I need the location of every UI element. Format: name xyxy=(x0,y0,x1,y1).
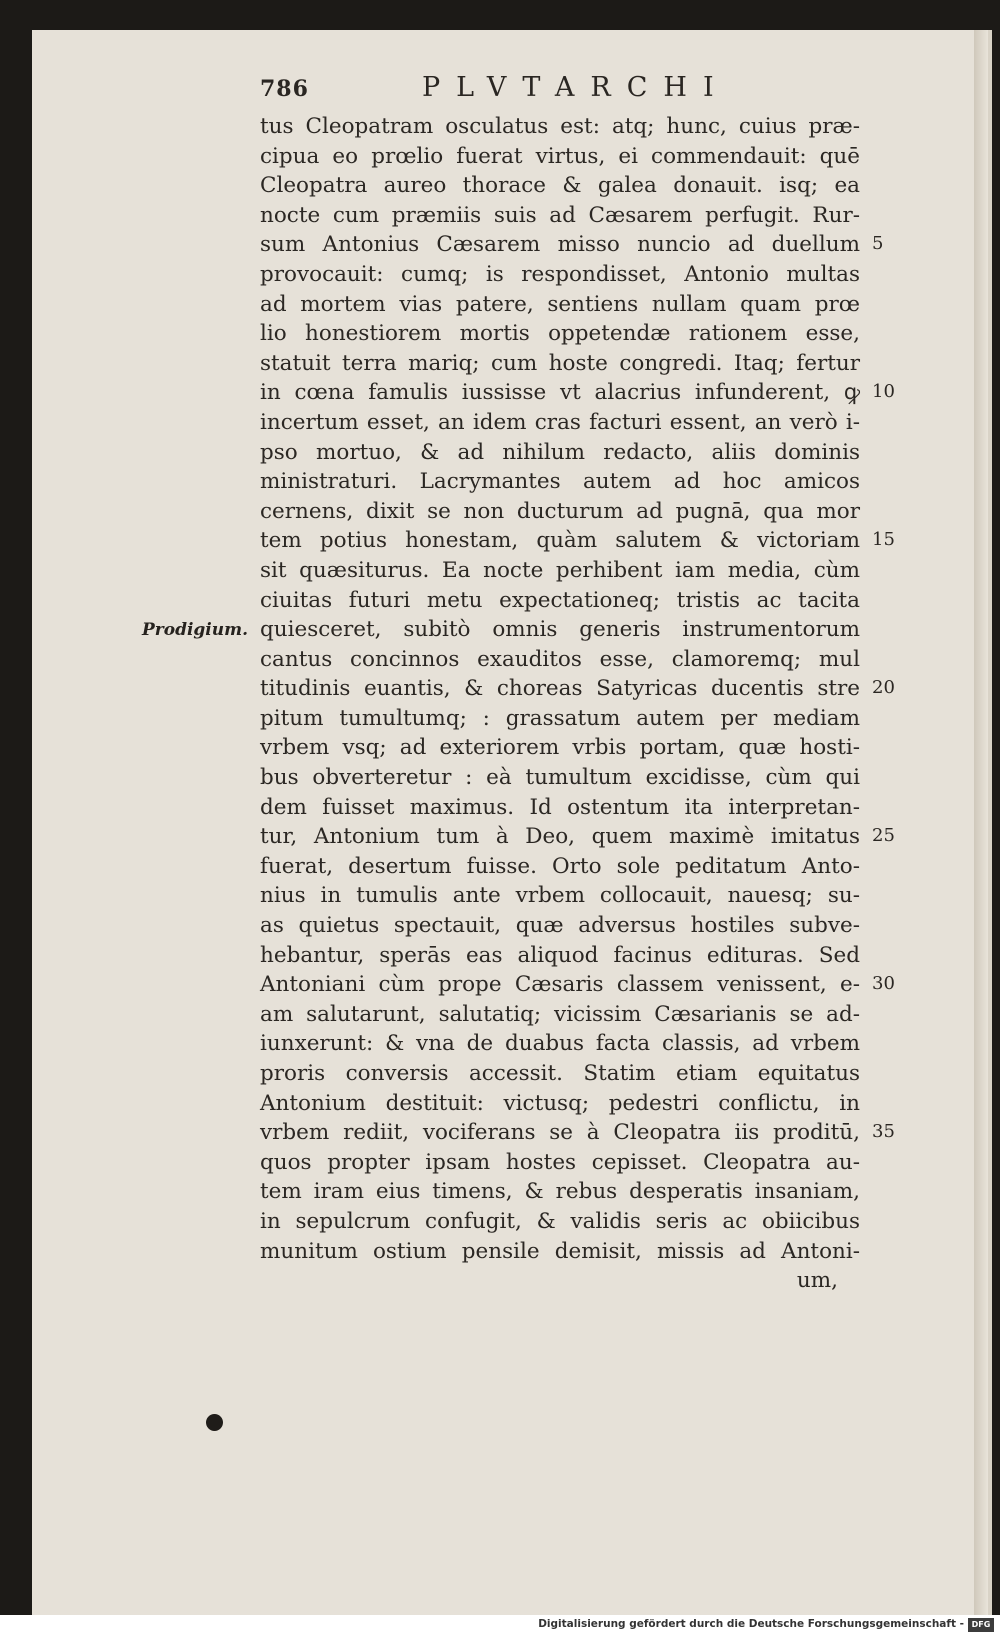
text-line: Antonium destituit: victusq; pedestri conflictu, in xyxy=(260,1090,860,1116)
text-line: ciuitas futuri metu expectationeq; tristis ac tacita xyxy=(260,587,860,613)
text-line: tur, Antonium tum à Deo, quem maximè imitatus xyxy=(260,824,860,850)
text-line: proris conversis accessit. Statim etiam equitatus xyxy=(260,1061,860,1086)
text-line: Antoniani cùm prope Cæsaris classem venissent, e- xyxy=(260,972,860,998)
line-number: 5 xyxy=(872,233,884,255)
text-line: nius in tumulis ante vrbem collocauit, nauesq; su- xyxy=(260,883,860,909)
text-line: in sepulcrum confugit, & validis seris ac obiicibus xyxy=(260,1208,860,1234)
text-line: bus obverteretur : eà tumultum excidisse, cùm qui xyxy=(260,765,860,791)
text-line: tus Cleopatram osculatus est: atq; hunc, cuius præ- xyxy=(260,114,860,139)
text-line: ad mortem vias patere, sentiens nullam quam prœ xyxy=(260,291,860,317)
text-line: munitum ostium pensile demisit, missis ad Antoni- xyxy=(260,1238,860,1264)
text-line: vrbem rediit, vociferans se à Cleopatra iis proditū, xyxy=(260,1120,860,1146)
text-line: ministraturi. Lacrymantes autem ad hoc amicos xyxy=(260,469,860,495)
line-number: 30 xyxy=(872,973,895,995)
text-line: statuit terra mariq; cum hoste congredi. Itaq; fertur xyxy=(260,350,860,376)
page-edge xyxy=(974,30,988,1615)
dfg-logo-icon: DFG xyxy=(968,1618,994,1632)
text-line: provocauit: cumq; is respondisset, Antonio multas xyxy=(260,261,860,287)
text-line: vrbem vsq; ad exteriorem vrbis portam, quæ hosti- xyxy=(260,735,860,761)
text-line: cantus concinnos exauditos esse, clamoremq; mul xyxy=(260,646,860,672)
text-line: incertum esset, an idem cras facturi essent, an verò i- xyxy=(260,409,860,435)
ink-spot xyxy=(206,1414,223,1431)
body-text xyxy=(260,112,860,1296)
text-line: in cœna famulis iussisse vt alacrius infunderent, ꝙ xyxy=(260,380,860,406)
text-line: hebantur, sperās eas aliquod facinus edituras. Sed xyxy=(260,942,860,968)
line-number: 15 xyxy=(872,529,895,551)
text-line: fuerat, desertum fuisse. Orto sole peditatum Anto- xyxy=(260,853,860,879)
text-line: iunxerunt: & vna de duabus facta classis, ad vrbem xyxy=(260,1031,860,1057)
text-line: pitum tumultumq; : grassatum autem per mediam xyxy=(260,705,860,731)
line-number: 20 xyxy=(872,677,895,699)
text-line: as quietus spectauit, quæ adversus hostiles subve- xyxy=(260,913,860,939)
text-line: quiesceret, subitò omnis generis instrumentorum xyxy=(260,617,860,643)
text-line: cernens, dixit se non ducturum ad pugnā, qua mor xyxy=(260,498,860,524)
text-line: nocte cum præmiis suis ad Cæsarem perfugit. Rur- xyxy=(260,202,860,228)
marginal-note: Prodigium. xyxy=(142,620,249,640)
text-line: Cleopatra aureo thorace & galea donauit. isq; ea xyxy=(260,173,860,199)
text-line: quos propter ipsam hostes cepisset. Cleopatra au- xyxy=(260,1149,860,1175)
running-head xyxy=(260,72,780,112)
footer-credit: Digitalisierung gefördert durch die Deutsche Forschungsgemeinschaft - xyxy=(538,1618,964,1630)
text-line: pso mortuo, & ad nihilum redacto, aliis dominis xyxy=(260,439,860,465)
line-number: 25 xyxy=(872,825,895,847)
footer-strip xyxy=(0,1615,1000,1637)
text-line: am salutarunt, salutatiq; vicissim Cæsarianis se ad- xyxy=(260,1001,860,1027)
text-line: dem fuisset maximus. Id ostentum ita interpretan- xyxy=(260,794,860,820)
text-line: lio honestiorem mortis oppetendæ rationem esse, xyxy=(260,321,860,347)
line-number: 10 xyxy=(872,381,895,403)
text-line: cipua eo prœlio fuerat virtus, ei commendauit: quē xyxy=(260,143,860,169)
text-line: titudinis euantis, & choreas Satyricas ducentis stre xyxy=(260,676,860,702)
text-line: tem potius honestam, quàm salutem & victoriam xyxy=(260,528,860,554)
line-number: 35 xyxy=(872,1121,895,1143)
text-line: tem iram eius timens, & rebus desperatis insaniam, xyxy=(260,1179,860,1205)
text-line: sit quæsiturus. Ea nocte perhibent iam media, cùm xyxy=(260,557,860,583)
catchword: um, xyxy=(796,1268,838,1294)
text-line: sum Antonius Cæsarem misso nuncio ad duellum xyxy=(260,232,860,258)
folio-number: 786 xyxy=(260,76,309,102)
running-title: PLVTARCHI xyxy=(422,72,730,103)
